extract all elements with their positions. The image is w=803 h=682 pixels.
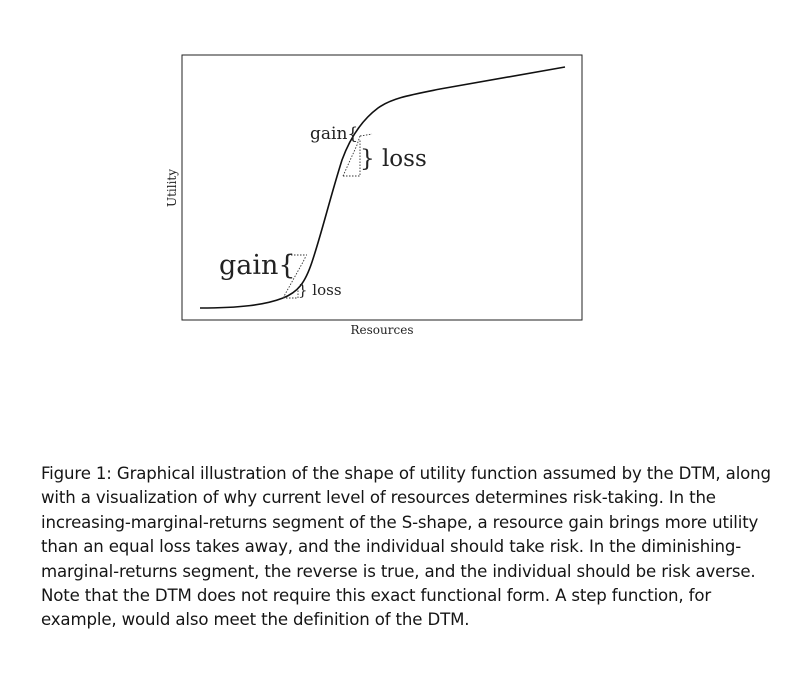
lower-gain-label: gain{ xyxy=(219,250,296,281)
upper-loss-label: } loss xyxy=(360,146,427,172)
lower-loss-label: } loss xyxy=(298,281,342,299)
upper-loss-dotted-guide xyxy=(343,140,360,176)
upper-gain-label: gain{ xyxy=(310,124,359,144)
x-axis-label: Resources xyxy=(350,323,414,337)
figure-caption: Figure 1: Graphical illustration of the shape of utility function assumed by the DTM, along with a visualization of why current level of resources determines risk-taking. In the increasing-marginal-returns segment of the S-shape, a resource gain brings more utility than an equal loss takes away, and the individual should take risk. In the diminishing-marginal-returns segment, the reverse is true, and the individual should be risk averse. Note that the DTM does not require this exact functional form. A step function, for example, would also meet the definition of the DTM. xyxy=(41,464,771,630)
y-axis-label: Utility xyxy=(165,168,179,208)
